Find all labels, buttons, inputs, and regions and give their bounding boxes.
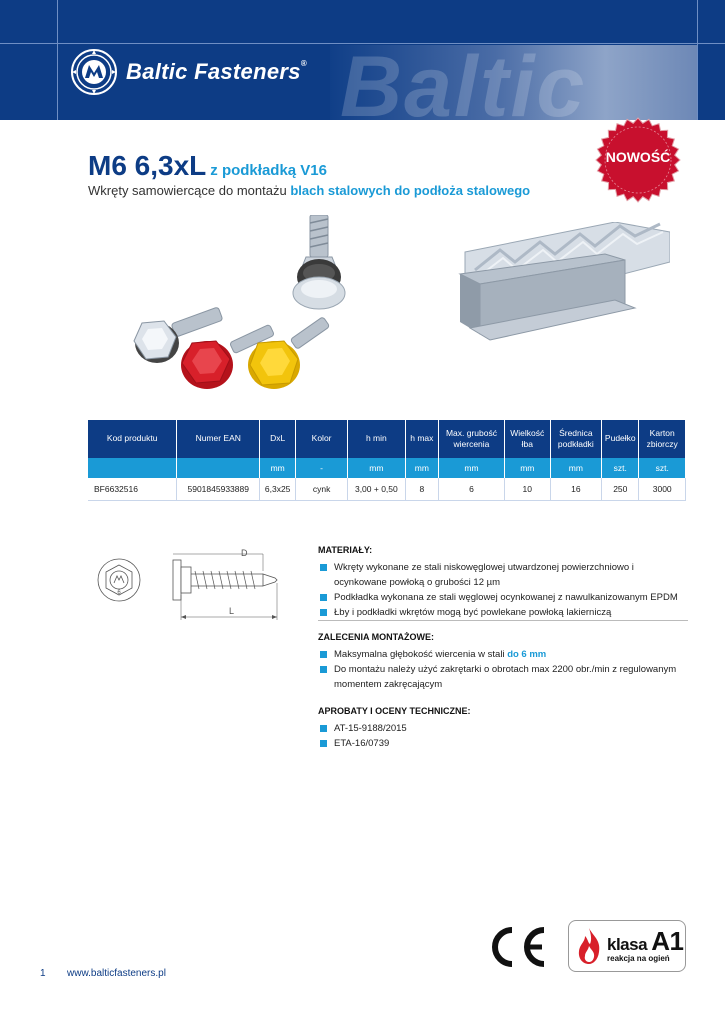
table-cell: 10	[505, 478, 550, 500]
website-link[interactable]: www.balticfasteners.pl	[67, 968, 166, 979]
table-units-row	[88, 458, 686, 478]
ce-mark-icon	[482, 924, 552, 970]
page-number: 1	[40, 968, 46, 979]
unit-cell: mm	[347, 458, 405, 478]
unit-cell: mm	[438, 458, 504, 478]
unit-cell: mm	[405, 458, 438, 478]
bullet-icon	[320, 725, 327, 732]
list-item: Wkręty wykonane ze stali niskowęglowej utwardzonej powierzchniowo i ocynkowane powłoką o grubości 12 µm	[318, 560, 688, 590]
column-header: h min	[347, 420, 405, 458]
column-header: DxL	[260, 420, 296, 458]
table-header-row	[88, 420, 686, 458]
table-row	[88, 478, 686, 500]
installation-section	[318, 630, 688, 692]
product-variant: z podkładką V16	[210, 162, 327, 179]
product-name: M6 6,3xL	[88, 150, 207, 181]
unit-cell: -	[296, 458, 348, 478]
unit-cell: mm	[550, 458, 602, 478]
bullet-icon	[320, 609, 327, 616]
column-header: Numer EAN	[177, 420, 260, 458]
baltic-logo-icon	[70, 48, 118, 96]
head-size-label: 6	[117, 590, 121, 596]
list-item: Do montażu należy użyć zakrętarki o obrotach max 2200 obr./min z regulowanym momentem zakręcającym	[318, 662, 688, 692]
brand-logo[interactable]	[58, 44, 330, 100]
column-header: h max	[405, 420, 438, 458]
header-grid-line	[697, 0, 698, 120]
materials-heading: MATERIAŁY:	[318, 545, 373, 555]
list-item: Maksymalna głębokość wiercenia w stali do 6 mm	[318, 647, 688, 662]
column-header: Wielkość łba	[505, 420, 550, 458]
table-cell: cynk	[296, 478, 348, 500]
list-item: ETA-16/0739	[318, 736, 688, 751]
list-item: AT-15-9188/2015	[318, 721, 688, 736]
brand-name: Baltic Fasteners®	[126, 59, 307, 84]
new-badge-label: NOWOŚĆ	[605, 149, 671, 165]
ean-cell: 5901845933889	[177, 478, 260, 500]
length-label: L	[229, 606, 235, 616]
bullet-icon	[320, 594, 327, 601]
table-cell: 16	[550, 478, 602, 500]
flame-icon	[573, 926, 605, 966]
section-divider	[318, 620, 688, 621]
column-header: Kolor	[296, 420, 348, 458]
bullet-icon	[320, 564, 327, 571]
table-cell: 8	[405, 478, 438, 500]
bullet-icon	[320, 651, 327, 658]
table-cell: 6	[438, 478, 504, 500]
bullet-icon	[320, 740, 327, 747]
table-cell: 3,00 + 0,50	[347, 478, 405, 500]
steel-roof-structure-image	[455, 222, 670, 347]
list-item: Podkładka wykonana ze stali węglowej ocynkowanej z nawulkanizowanym EPDM	[318, 590, 688, 605]
approvals-heading: APROBATY I OCENY TECHNICZNE:	[318, 706, 471, 716]
column-header: Max. grubość wiercenia	[438, 420, 504, 458]
unit-cell	[177, 458, 260, 478]
column-header: Kod produktu	[88, 420, 177, 458]
installation-heading: ZALECENIA MONTAŻOWE:	[318, 632, 434, 642]
specification-table	[88, 420, 686, 501]
table-cell: 3000	[639, 478, 686, 500]
bullet-icon	[320, 666, 327, 673]
header-watermark: Baltic	[340, 39, 587, 120]
product-description: Wkręty samowiercące do montażu blach stalowych do podłoża stalowego	[88, 183, 531, 198]
screw-technical-drawing	[95, 545, 280, 625]
diameter-label: D	[241, 548, 248, 558]
unit-cell: szt.	[639, 458, 686, 478]
page-header	[0, 0, 725, 120]
screws-product-image	[112, 215, 362, 405]
unit-cell	[88, 458, 177, 478]
fire-class-label: klasa A1	[607, 926, 684, 956]
fire-class-caption: reakcja na ogień	[607, 954, 670, 963]
column-header: Pudełko	[602, 420, 639, 458]
column-header: Karton zbiorczy	[639, 420, 686, 458]
table-cell: 250	[602, 478, 639, 500]
application-highlight: blach stalowych do podłoża stalowego	[290, 183, 531, 198]
unit-cell: mm	[260, 458, 296, 478]
page-title	[88, 150, 327, 182]
table-cell: 6,3x25	[260, 478, 296, 500]
materials-section	[318, 543, 688, 620]
approvals-section	[318, 704, 688, 751]
unit-cell: szt.	[602, 458, 639, 478]
depth-highlight: do 6 mm	[507, 649, 547, 660]
fire-class-badge	[568, 920, 686, 972]
list-item: Łby i podkładki wkrętów mogą być powlekane powłoką lakierniczą	[318, 605, 688, 620]
column-header: Średnica podkładki	[550, 420, 602, 458]
unit-cell: mm	[505, 458, 550, 478]
product-code-cell: BF6632516	[88, 478, 177, 500]
